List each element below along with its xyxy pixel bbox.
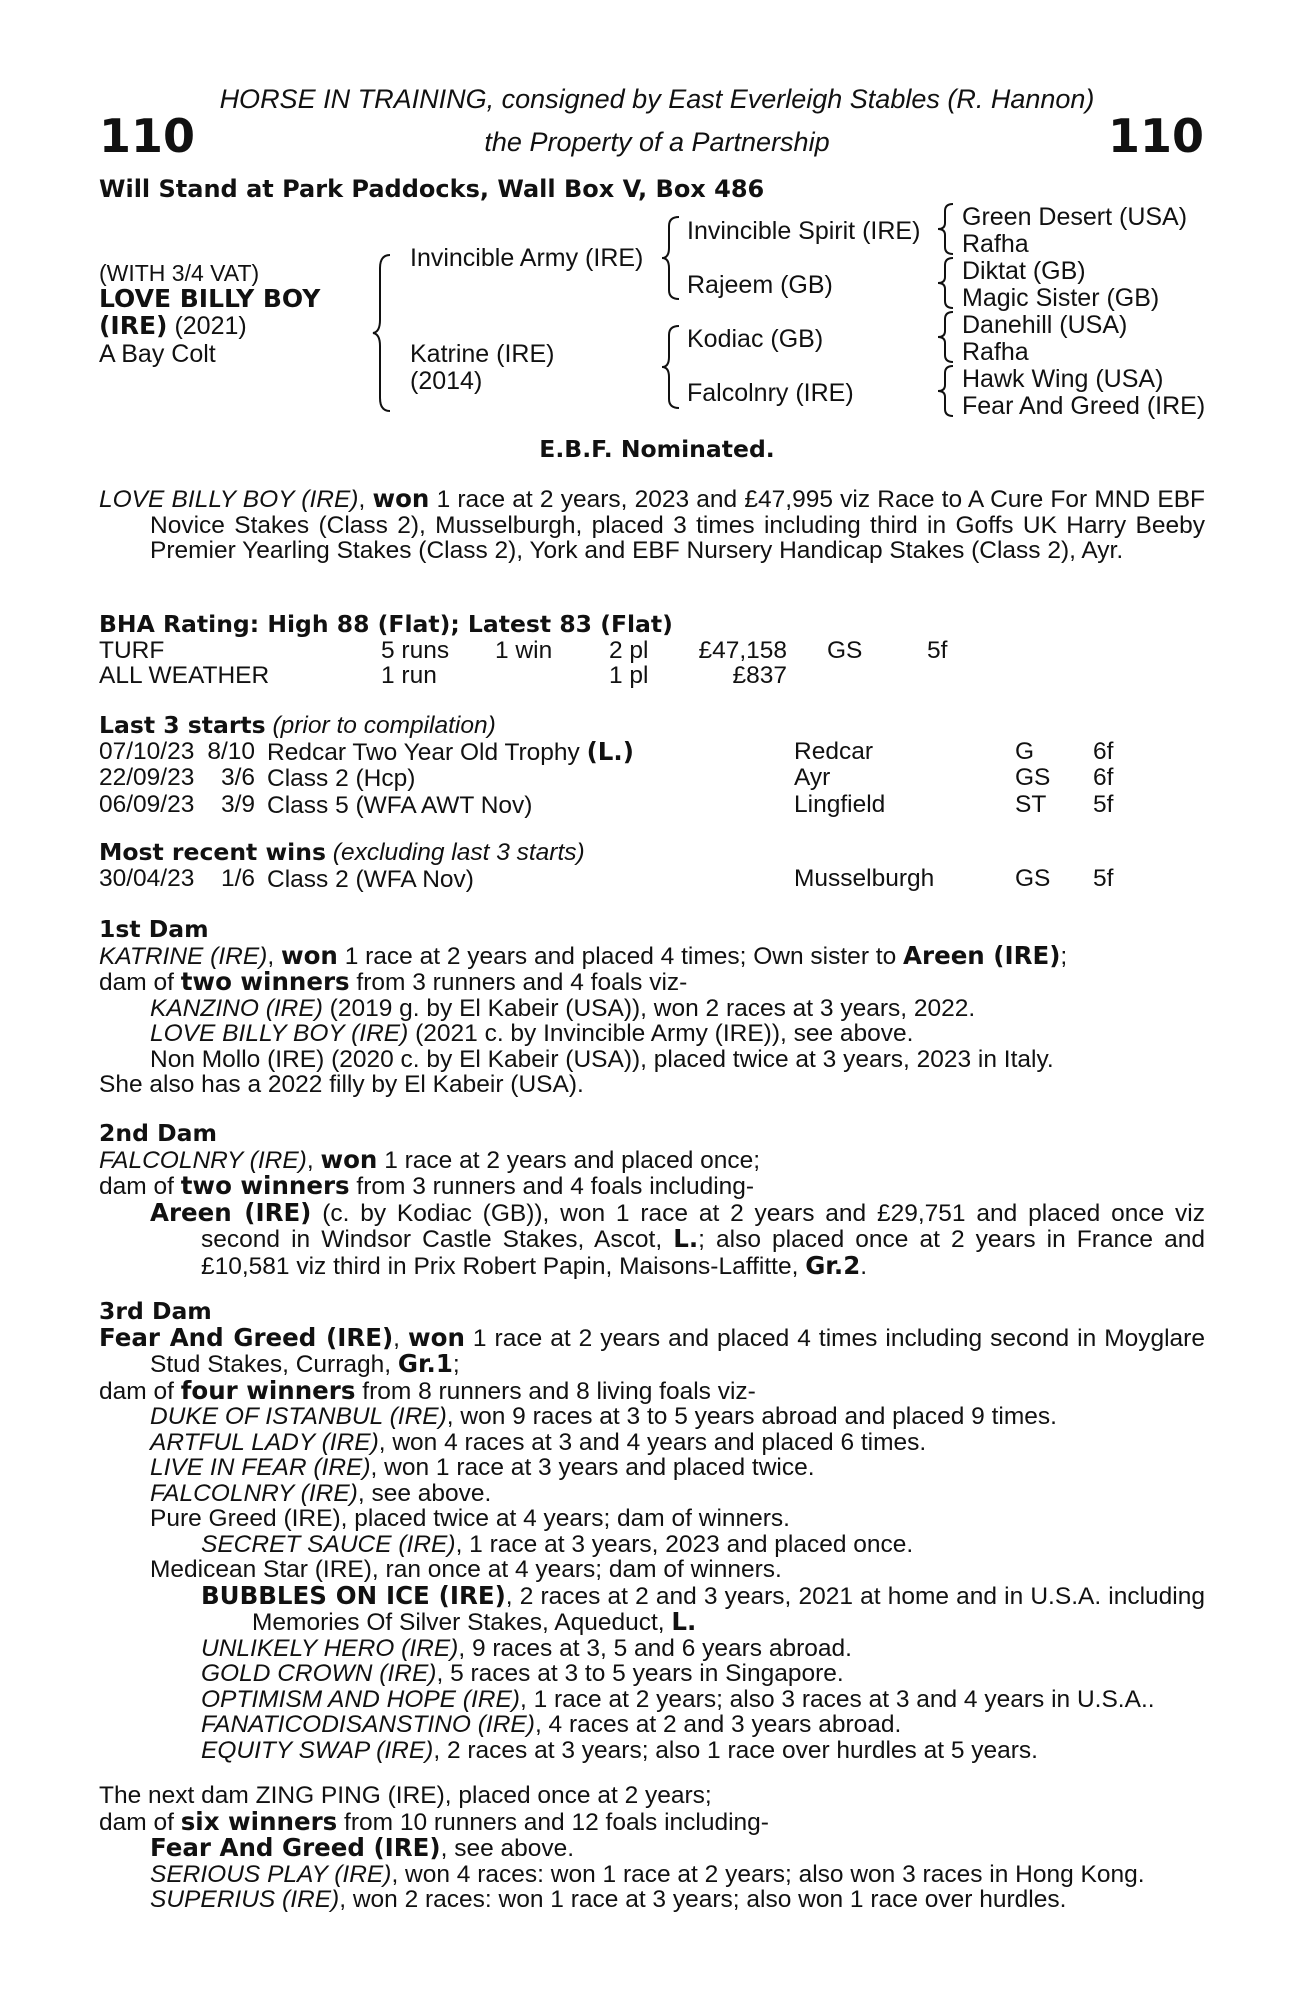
pedigree-bracket-sire: [661, 216, 681, 300]
list-item: SERIOUS PLAY (IRE), won 4 races: won 1 race at 2 years; also won 3 races in Hong Kong.: [150, 1860, 1145, 1888]
pedigree-g3-4: Magic Sister (GB): [962, 284, 1160, 312]
rating-table: [99, 638, 947, 689]
pedigree-g3-2: Rafha: [962, 230, 1029, 258]
vat-note: (WITH 3/4 VAT): [99, 260, 260, 286]
second-dam-section: 2nd Dam FALCOLNRY (IRE), won 1 race at 2 years and placed once; dam of two winners from 3 runners and 4 foals including- Areen (IRE) (c. by Kodiac (GB)), won 1 race at 2 years and £29,751 and placed once viz second in Windsor Castle Stakes, Ascot, L.; also placed once at 2 years in France and £10,581 viz third in Prix Robert Papin, Maisons-Laffitte, Gr.2.: [99, 1119, 1205, 1280]
consignment-line: HORSE IN TRAINING, consigned by East Everleigh Stables (R. Hannon): [219, 84, 1095, 114]
horse-name: LOVE BILLY BOY: [99, 284, 321, 313]
property-line: the Property of a Partnership: [484, 127, 830, 157]
recent-wins-heading: Most recent wins: [99, 838, 326, 866]
first-dam-heading: 1st Dam: [99, 915, 209, 943]
recent-wins-section: Most recent wins (excluding last 3 starts) 30/04/23 1/6 Class 2 (WFA Nov) Musselburgh GS 5f: [99, 838, 1114, 893]
pedigree-sire-dam: Rajeem (GB): [687, 271, 833, 299]
next-dam-section: The next dam ZING PING (IRE), placed once at 2 years; dam of six winners from 10 runners and 12 foals including- Fear And Greed (IRE), see above. SERIOUS PLAY (IRE), won 4 races: won 1 race at 2 years; also won 3 races in Hong Kong. SUPERIUS (IRE), won 2 races: won 1 race at 3 years; also won 1 race over hurdles.: [99, 1783, 1205, 1913]
recent-wins-table: [99, 866, 1113, 893]
race-summary: LOVE BILLY BOY (IRE), won 1 race at 2 years, 2023 and £47,995 viz Race to A Cure For MND EBF Novice Stakes (Class 2), Musselburgh, placed 3 times including third in Goffs UK Harry Beeby Premier Yearling Stakes (Class 2), York and EBF Nursery Handicap Stakes (Class 2), Ayr.: [99, 484, 1205, 564]
list-item: FALCOLNRY (IRE), see above.: [150, 1479, 492, 1507]
pedigree-bracket-g3-4: [937, 365, 955, 417]
start-row: 22/09/23 3/6 Class 2 (Hcp) Ayr GS 6f: [99, 764, 1114, 792]
list-item: Fear And Greed (IRE), see above.: [150, 1833, 575, 1862]
last-starts-table: [99, 736, 1114, 819]
horse-name-suffix-year: (IRE) (2021): [99, 311, 247, 340]
list-item: LIVE IN FEAR (IRE), won 1 race at 3 years and placed twice.: [150, 1454, 815, 1481]
third-dam-heading: 3rd Dam: [99, 1297, 212, 1325]
pedigree-bracket-g3-3: [937, 311, 955, 363]
pedigree-bracket-g3-2: [937, 257, 955, 309]
list-item: ARTFUL LADY (IRE), won 4 races at 3 and 4 years and placed 6 times.: [150, 1428, 927, 1456]
pedigree-g3-1: Green Desert (USA): [962, 203, 1188, 231]
pedigree-dam: Katrine (IRE): [410, 340, 555, 368]
list-item: LOVE BILLY BOY (IRE) (2021 c. by Invincible Army (IRE)), see above.: [150, 1020, 914, 1047]
list-item: KANZINO (IRE) (2019 g. by El Kabeir (USA)), won 2 races at 3 years, 2022.: [150, 994, 976, 1022]
list-item: BUBBLES ON ICE (IRE), 2 races at 2 and 3 years, 2021 at home and in U.S.A. including Memories Of Silver Stakes, Aqueduct, L.: [201, 1580, 1206, 1636]
last-starts-section: Last 3 starts (prior to compilation) 07/10/23 8/10 Redcar Two Year Old Trophy (L.) Redcar G 6f 22/09/23 3/6 Class 2 (Hcp) Ayr GS 6f 06/09/23 3/9 Class 5 (WFA AWT Nov) Lingfield ST 5f: [99, 711, 1114, 819]
list-item: OPTIMISM AND HOPE (IRE), 1 race at 2 years; also 3 races at 3 and 4 years in U.S.A..: [201, 1685, 1155, 1713]
second-dam-heading: 2nd Dam: [99, 1119, 217, 1147]
rating-section: [99, 612, 1205, 689]
list-item: FANATICODISANSTINO (IRE), 4 races at 2 and 3 years abroad.: [201, 1711, 902, 1738]
rating-heading: BHA Rating: High 88 (Flat); Latest 83 (Flat): [99, 610, 673, 638]
pedigree-dam-sire: Kodiac (GB): [687, 325, 824, 353]
pedigree-g3-6: Rafha: [962, 338, 1029, 366]
list-item: Areen (IRE) (c. by Kodiac (GB)), won 1 race at 2 years and £29,751 and placed once viz second in Windsor Castle Stakes, Ascot, L.; also placed once at 2 years in France and £10,581 viz third in Prix Robert Papin, Maisons-Laffitte, Gr.2.: [150, 1197, 1205, 1280]
pedigree-g3-8: Fear And Greed (IRE): [962, 392, 1206, 420]
list-item: Pure Greed (IRE), placed twice at 4 years; dam of winners.: [150, 1505, 790, 1532]
pedigree-dam-dam: Falcolnry (IRE): [687, 379, 854, 407]
pedigree-bracket-dam: [661, 325, 681, 409]
pedigree-sire-sire: Invincible Spirit (IRE): [687, 217, 921, 245]
list-item: Medicean Star (IRE), ran once at 4 years; dam of winners.: [150, 1556, 782, 1583]
list-item: GOLD CROWN (IRE), 5 races at 3 to 5 years in Singapore.: [201, 1660, 844, 1687]
horse-description: A Bay Colt: [99, 340, 216, 368]
stabling-line: Will Stand at Park Paddocks, Wall Box V, Box 486: [99, 175, 765, 203]
pedigree-g3-3: Diktat (GB): [962, 257, 1086, 285]
list-item: She also has a 2022 filly by El Kabeir (USA).: [99, 1071, 584, 1098]
list-item: DUKE OF ISTANBUL (IRE), won 9 races at 3 to 5 years abroad and placed 9 times.: [150, 1403, 1057, 1430]
first-dam-section: 1st Dam KATRINE (IRE), won 1 race at 2 years and placed 4 times; Own sister to Areen (IRE); dam of two winners from 3 runners and 4 foals viz- KANZINO (IRE) (2019 g. by El Kabeir (USA)), won 2 races at 3 years, 2022. LOVE BILLY BOY (IRE) (2021 c. by Invincible Army (IRE)), see above. Non Mollo (IRE) (2020 c. by El Kabeir (USA)), placed twice at 3 years, 2023 in Italy. She also has a 2022 filly by El Kabeir (USA).: [99, 917, 1205, 1098]
pedigree-sire: Invincible Army (IRE): [410, 244, 644, 272]
third-dam-section: 3rd Dam Fear And Greed (IRE), won 1 race at 2 years and placed 4 times including second in Moyglare Stud Stakes, Curragh, Gr.1; dam of four winners from 8 runners and 8 living foals viz- DUKE OF ISTANBUL (IRE), won 9 races at 3 to 5 years abroad and placed 9 times. ARTFUL LADY (IRE), won 4 races at 3 and 4 years and placed 6 times. LIVE IN FEAR (IRE), won 1 race at 3 years and placed twice. FALCOLNRY (IRE), see above. Pure Greed (IRE), placed twice at 4 years; dam of winners. SECRET SAUCE (IRE), 1 race at 3 years, 2023 and placed once. Medicean Star (IRE), ran once at 4 years; dam of winners. BUBBLES ON ICE (IRE), 2 races at 2 and 3 years, 2021 at home and in U.S.A. including Memories Of Silver Stakes, Aqueduct, L. UNLIKELY HERO (IRE), 9 races at 3, 5 and 6 years abroad. GOLD CROWN (IRE), 5 races at 3 to 5 years in Singapore. OPTIMISM AND HOPE (IRE), 1 race at 2 years; also 3 races at 3 and 4 years in U.S.A.. FANATICODISANSTINO (IRE), 4 races at 2 and 3 years abroad. EQUITY SWAP (IRE), 2 races at 3 years; also 1 race over hurdles at 5 years.: [99, 1297, 1206, 1764]
ebf-nominated: E.B.F. Nominated.: [539, 435, 775, 463]
last-starts-heading: Last 3 starts: [99, 711, 266, 739]
pedigree-g3-7: Hawk Wing (USA): [962, 365, 1164, 393]
next-dam-line: The next dam ZING PING (IRE), placed once at 2 years;: [99, 1782, 712, 1809]
pedigree-bracket-g3-1: [937, 203, 955, 255]
win-row: 30/04/23 1/6 Class 2 (WFA Nov) Musselburgh GS 5f: [99, 864, 1114, 893]
list-item: EQUITY SWAP (IRE), 2 races at 3 years; also 1 race over hurdles at 5 years.: [201, 1736, 1038, 1764]
start-row: 06/09/23 3/9 Class 5 (WFA AWT Nov) Lingfield ST 5f: [99, 790, 1114, 819]
list-item: UNLIKELY HERO (IRE), 9 races at 3, 5 and 6 years abroad.: [201, 1634, 852, 1662]
list-item: SUPERIUS (IRE), won 2 races: won 1 race at 3 years; also won 1 race over hurdles.: [150, 1886, 1067, 1913]
lot-number-left: 110: [99, 109, 196, 163]
rating-row-turf: TURF 5 runs 1 win 2 pl £47,158 GS 5f: [99, 636, 948, 664]
lot-number-right: 110: [1107, 109, 1204, 163]
rating-row-all-weather: ALL WEATHER 1 run 1 pl £837: [99, 662, 787, 689]
pedigree-dam-year: (2014): [410, 367, 483, 395]
list-item: Non Mollo (IRE) (2020 c. by El Kabeir (USA)), placed twice at 3 years, 2023 in Italy.: [150, 1045, 1054, 1073]
pedigree-bracket-main: [372, 254, 392, 412]
pedigree-g3-5: Danehill (USA): [962, 311, 1128, 339]
list-item: SECRET SAUCE (IRE), 1 race at 3 years, 2023 and placed once.: [201, 1530, 914, 1558]
start-row: 07/10/23 8/10 Redcar Two Year Old Trophy (L.) Redcar G 6f: [99, 736, 1114, 766]
